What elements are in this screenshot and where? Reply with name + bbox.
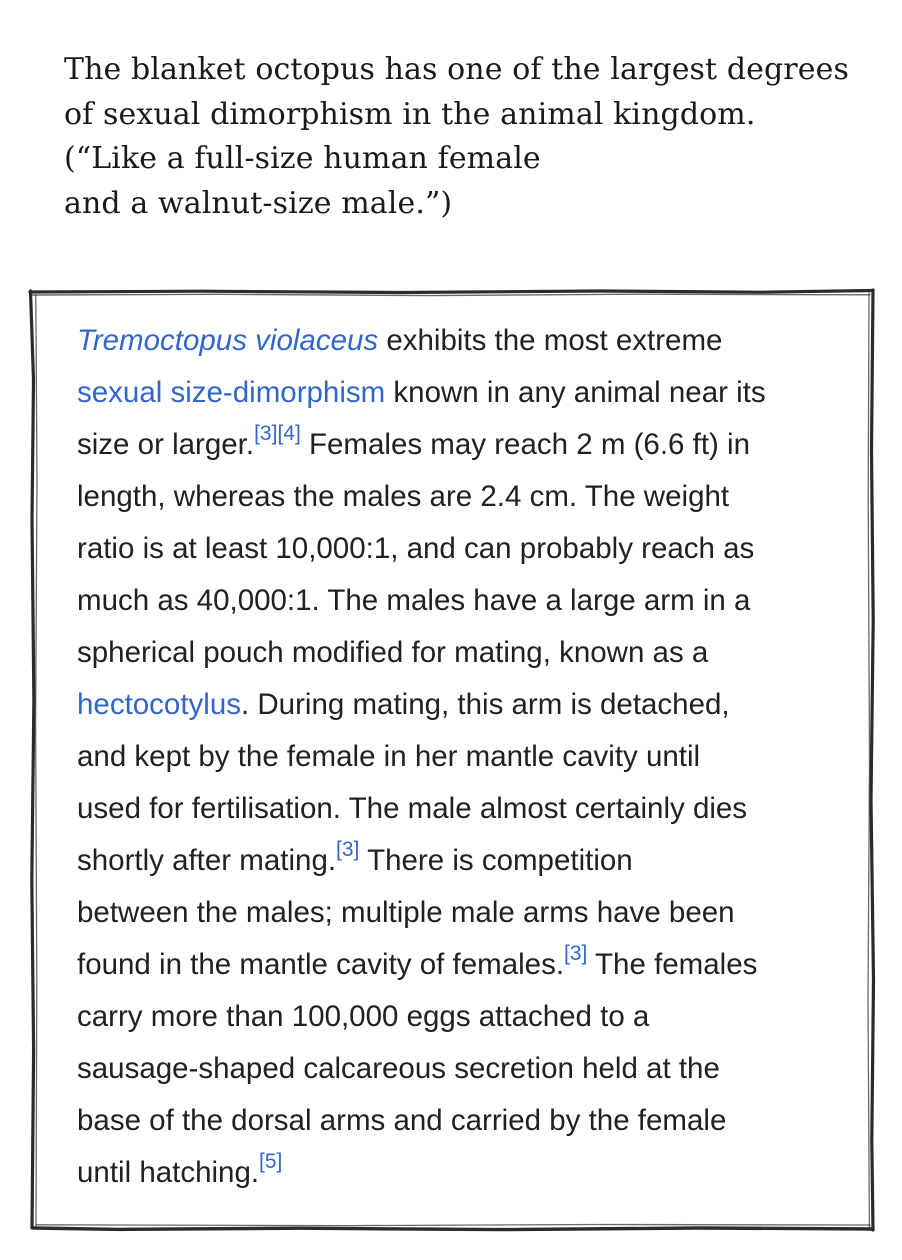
caption-line: The blanket octopus has one of the largest degrees [64,52,849,87]
article-line [77,419,857,471]
article-body [77,315,857,1199]
citation-ref-3[interactable]: [3] [336,838,360,862]
article-line: ratio is at least 10,000:1, and can probably reach as [77,532,755,565]
line-text: exhibits the most extreme [378,324,723,357]
caption-line: of sexual dimorphism in the animal kingdom. [64,96,756,132]
line-text: . During mating, this arm is detached, [240,688,730,721]
citation-ref-3[interactable]: [3] [254,422,278,446]
article-line [77,1147,857,1199]
article-line [77,679,857,731]
line-text: known in any animal near its [385,376,766,409]
line-text: shortly after mating. [77,844,337,877]
article-line: used for fertilisation. The male almost certainly dies [77,792,748,825]
article-line: base of the dorsal arms and carried by the female [77,1104,727,1137]
article-line [77,939,857,991]
line-text: The females [587,948,758,981]
line-text: until hatching. [77,1156,260,1189]
citation-ref-3[interactable]: [3] [564,942,588,966]
article-line: spherical pouch modified for mating, known as a [77,636,709,669]
link-sexual-size-dimorphism[interactable]: sexual size-dimorphism [77,376,386,409]
link-hectocotylus[interactable]: hectocotylus [77,688,241,721]
article-line: and kept by the female in her mantle cavity until [77,740,701,773]
citation-ref-4[interactable]: [4] [277,422,301,446]
article-line: between the males; multiple male arms have been [77,896,735,929]
line-text: size or larger. [77,428,255,461]
line-text: There is competition [359,844,633,877]
line-text: Females may reach 2 m (6.6 ft) in [300,428,750,461]
caption-line: and a walnut-size male.”) [64,185,453,221]
article-line: sausage-shaped calcareous secretion held at the [77,1052,720,1085]
line-text: found in the mantle cavity of females. [77,948,565,981]
caption-line: (“Like a full-size human female [64,141,541,176]
article-line: carry more than 100,000 eggs attached to a [77,1000,650,1033]
article-line [77,315,857,367]
citation-ref-5[interactable]: [5] [259,1150,283,1174]
link-tremoctopus-violaceus[interactable]: Tremoctopus violaceus [77,324,379,357]
article-line: length, whereas the males are 2.4 cm. The weight [77,480,730,513]
article-line: much as 40,000:1. The males have a large arm in a [77,584,751,617]
article-line [77,835,857,887]
article-line [77,367,857,419]
